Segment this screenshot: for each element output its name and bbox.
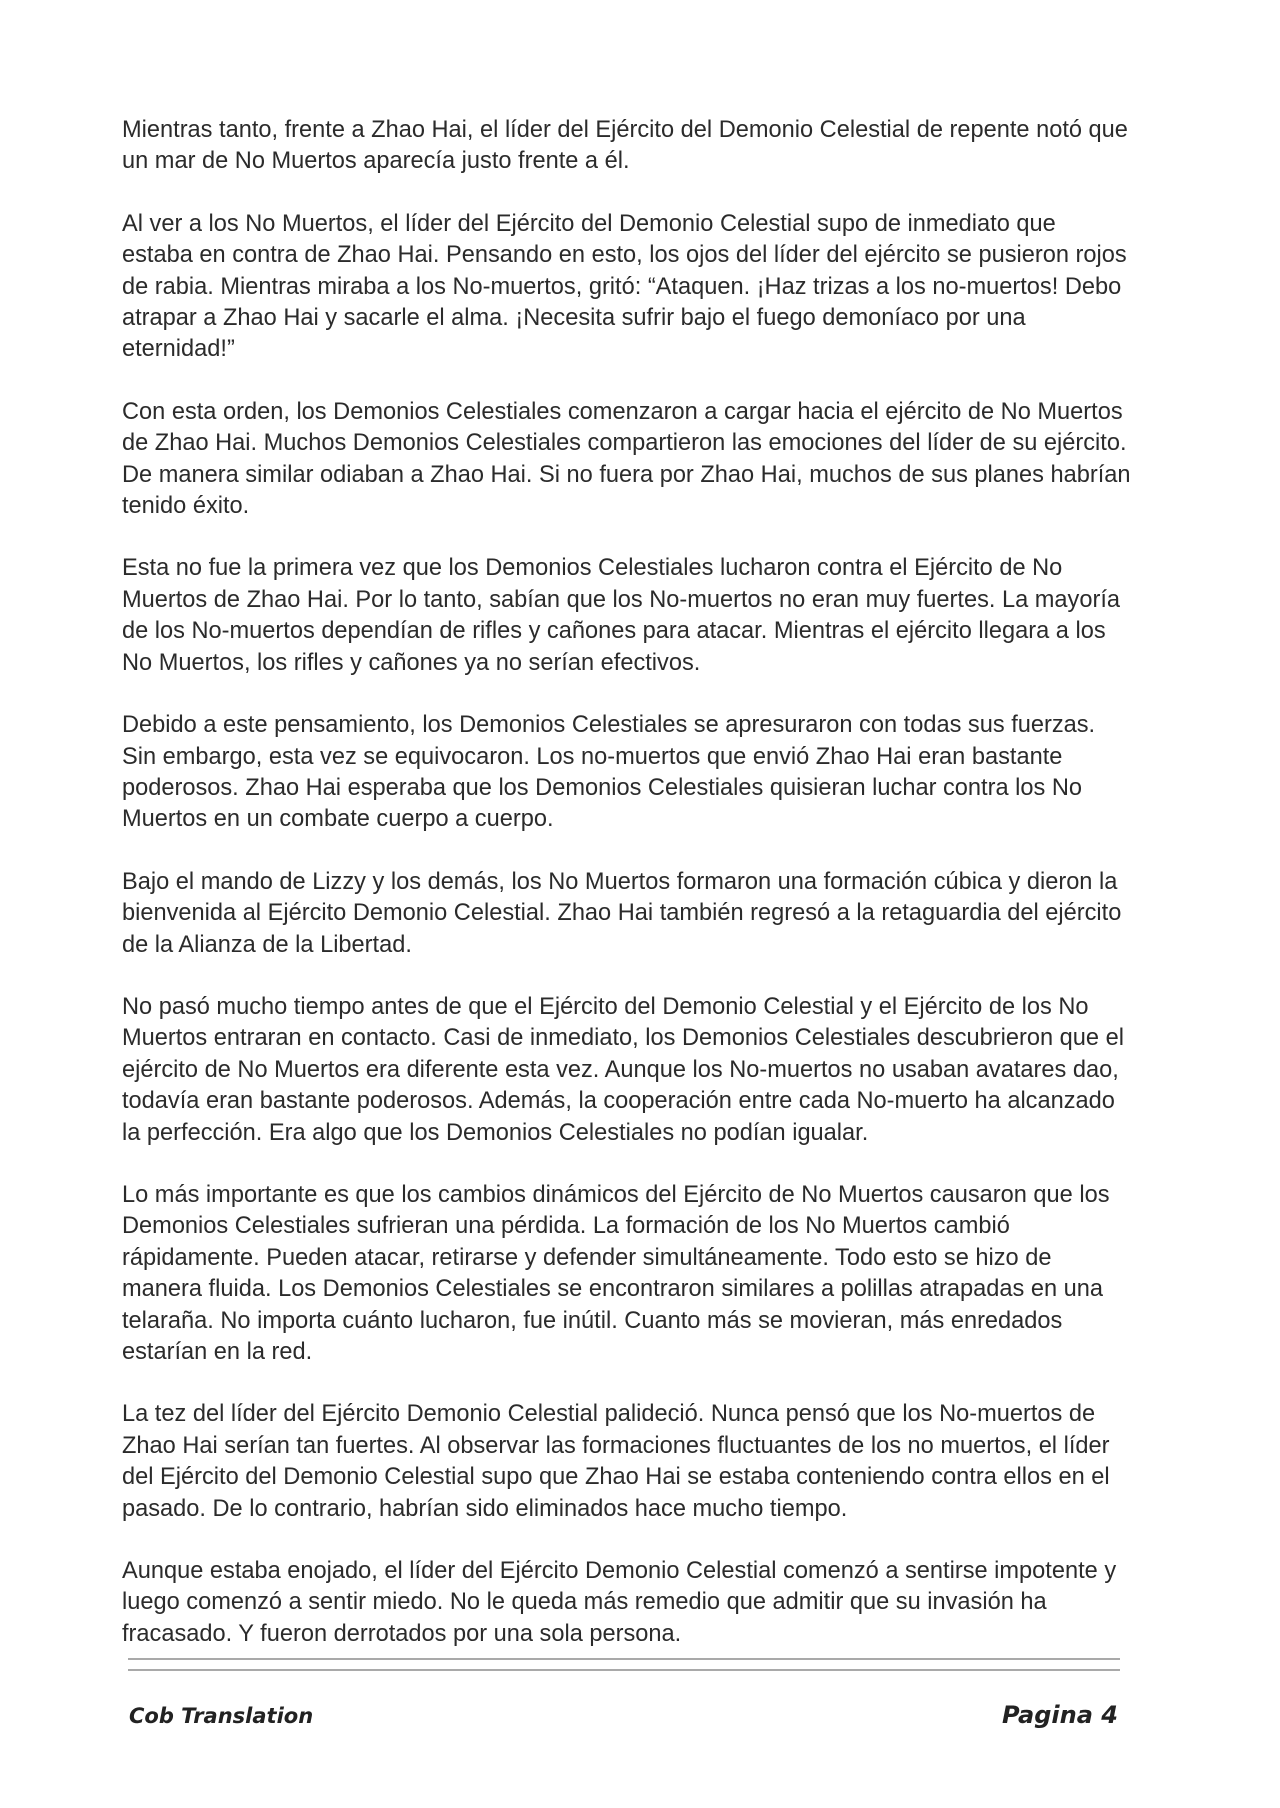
- paragraph-2: Al ver a los No Muertos, el líder del Ejército del Demonio Celestial supo de inmediato que estaba en contra de Zhao Hai. Pensando en esto, los ojos del líder del ejército se pusieron rojos de rabia. Mientras miraba a los No-muertos, gritó: “Ataquen. ¡Haz trizas a los no-muertos! Debo atrapar a Zhao Hai y sacarle el alma. ¡Necesita sufrir bajo el fuego demoníaco por una eternidad!”: [122, 210, 1127, 363]
- paragraph-7: No pasó mucho tiempo antes de que el Ejército del Demonio Celestial y el Ejército de los No Muertos entraran en contacto. Casi de inmediato, los Demonios Celestiales descubrieron que el ejército de No Muertos era diferente esta vez. Aunque los No-muertos no usaban avatares dao, todavía eran bastante poderosos. Además, la cooperación entre cada No-muerto ha alcanzado la perfección. Era algo que los Demonios Celestiales no podían igualar.: [122, 993, 1124, 1146]
- paragraph-4: Esta no fue la primera vez que los Demonios Celestiales lucharon contra el Ejército de No Muertos de Zhao Hai. Por lo tanto, sabían que los No-muertos no eran muy fuertes. La mayoría de los No-muertos dependían de rifles y cañones para atacar. Mientras el ejército llegara a los No Muertos, los rifles y cañones ya no serían efectivos.: [122, 555, 1120, 676]
- document-body: [122, 115, 1132, 1681]
- footer-rule-top: [128, 1658, 1120, 1660]
- paragraph-6: Bajo el mando de Lizzy y los demás, los No Muertos formaron una formación cúbica y dieron la bienvenida al Ejército Demonio Celestial. Zhao Hai también regresó a la retaguardia del ejército de la Alianza de la Libertad.: [122, 868, 1122, 958]
- footer-rule-bottom: [128, 1669, 1120, 1671]
- paragraph-3: Con esta orden, los Demonios Celestiales comenzaron a cargar hacia el ejército de No Muertos de Zhao Hai. Muchos Demonios Celestiales compartieron las emociones del líder de su ejército. De manera similar odiaban a Zhao Hai. Si no fuera por Zhao Hai, muchos de sus planes habrían tenido éxito.: [122, 398, 1131, 520]
- paragraph-1: Mientras tanto, frente a Zhao Hai, el líder del Ejército del Demonio Celestial de repente notó que un mar de No Muertos aparecía justo frente a él.: [122, 117, 1128, 175]
- footer-page-number: Pagina 4: [1002, 1701, 1118, 1729]
- footer-divider: [128, 1658, 1120, 1671]
- paragraph-10: Aunque estaba enojado, el líder del Ejército Demonio Celestial comenzó a sentirse impotente y luego comenzó a sentir miedo. No le queda más remedio que admitir que su invasión ha fracasado. Y fueron derrotados por una sola persona.: [122, 1558, 1117, 1647]
- footer-translator-credit: Cob Translation: [129, 1704, 314, 1728]
- paragraph-8: Lo más importante es que los cambios dinámicos del Ejército de No Muertos causaron que los Demonios Celestiales sufrieran una pérdida. La formación de los No Muertos cambió rápidamente. Pueden atacar, retirarse y defender simultáneamente. Todo esto se hizo de manera fluida. Los Demonios Celestiales se encontraron similares a polillas atrapadas en una telaraña. No importa cuánto lucharon, fue inútil. Cuanto más se movieran, más enredados estarían en la red.: [122, 1181, 1110, 1365]
- paragraph-5: Debido a este pensamiento, los Demonios Celestiales se apresuraron con todas sus fuerzas. Sin embargo, esta vez se equivocaron. Los no-muertos que envió Zhao Hai eran bastante poderosos. Zhao Hai esperaba que los Demonios Celestiales quisieran luchar contra los No Muertos en un combate cuerpo a cuerpo.: [122, 712, 1096, 833]
- paragraph-9: La tez del líder del Ejército Demonio Celestial palideció. Nunca pensó que los No-muertos de Zhao Hai serían tan fuertes. Al observar las formaciones fluctuantes de los no muertos, el líder del Ejército del Demonio Celestial supo que Zhao Hai se estaba conteniendo contra ellos en el pasado. De lo contrario, habrían sido eliminados hace mucho tiempo.: [122, 1401, 1110, 1522]
